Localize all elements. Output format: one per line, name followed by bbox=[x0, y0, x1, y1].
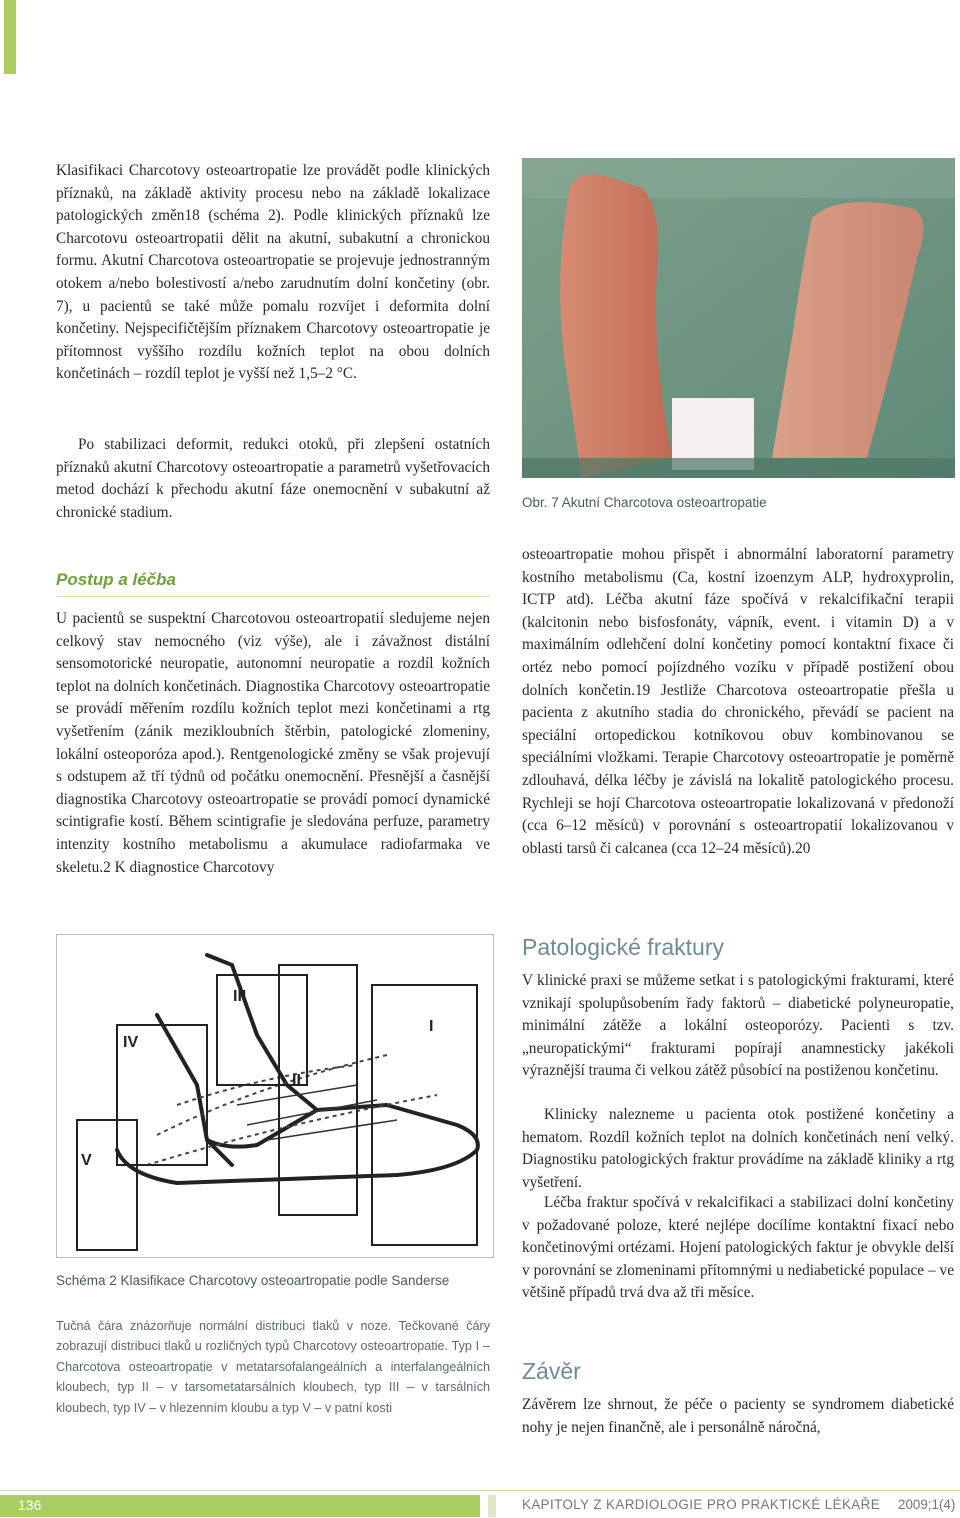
right-paragraph-3: Klinicky nalezneme u pacienta otok postižené končetiny a hematom. Rozdíl kožních teplot na dolních končetinách není velký. Diagnostiku patologických fraktur provádíme na základě kliniky a rtg vyšetření. bbox=[522, 1106, 954, 1191]
zone-box-iii bbox=[217, 975, 307, 1085]
page-number: 136 bbox=[18, 1497, 42, 1513]
footer-rule bbox=[0, 1490, 960, 1491]
zone-box-v bbox=[77, 1120, 137, 1250]
zone-label-iv: IV bbox=[123, 1034, 139, 1051]
left-paragraph-2: Po stabilizaci deformit, redukci otoků, při zlepšení ostatních příznaků akutní Charcotovy osteoartropatie a parametrů vyšetřovacích metod dochází k přechodu akutní fáze onemocnění v subakutní až chronické stadium. bbox=[56, 436, 490, 521]
journal-title: KAPITOLY Z KARDIOLOGIE PRO PRAKTICKÉ LÉKAŘE bbox=[522, 1497, 881, 1512]
top-accent-bar bbox=[4, 0, 16, 74]
zone-label-v: V bbox=[81, 1152, 92, 1169]
sanders-classification-scheme bbox=[56, 934, 494, 1258]
zone-label-iii: III bbox=[233, 988, 247, 1005]
right-paragraph-4: Léčba fraktur spočívá v rekalcifikaci a stabilizaci dolní končetiny v požadované poloze, které nejlépe docílíme kontaktní fixací nebo končetinovými ortézami. Hojení patologických faktur je obvykle delší v porovnání se zlomeninami přítomnými u nediabetické populace – ve většině případů trvá dva až tři měsíce. bbox=[522, 1194, 954, 1302]
right-paragraph-1: osteoartropatie mohou přispět i abnormální laboratorní parametry kostního metabolismu (Ca, kostní izoenzym ALP, hydroxyprolin, ICTP atd). Léčba akutní fáze spočívá v rekalcifikační terapii (kalcitonin nebo bisfosfonáty, vápník, event. i vitamin D) a v maximálním odlehčení dolní končetiny pomocí kontaktní fixace či ortéz nebo pomocí pojízdného vozíku v případě postižení obou dolních končetin.19 Jestliže Charcotova osteoartropatie přešla u pacienta z akutního stadia do chronického, převádí se pacient na speciální ortopedickou kotníkovou obuv kombinovanou se speciálními vložkami. Terapie Charcotovy osteoartropatie je poměrně zdlouhavá, délka léčby je závislá na lokalitě patologického procesu. Rychleji se hojí Charcotova osteoartropatie lokalizovaná v předonoží (cca 6–12 měsíců) v porovnání s osteoartropatií lokalizovanou v oblasti tarsů či calcanea (cca 12–24 měsíců).20 bbox=[522, 546, 954, 857]
section-heading-fraktury: Patologické fraktury bbox=[522, 934, 724, 960]
scheme-caption: Schéma 2 Klasifikace Charcotovy osteoartropatie podle Sanderse bbox=[56, 1273, 450, 1288]
photo-caption: Obr. 7 Akutní Charcotova osteoartropatie bbox=[522, 495, 767, 510]
scheme-note: Tučná čára znázorňuje normální distribuci tlaků v noze. Tečkované čáry zobrazují distribuci tlaků u rozličných typů Charcotovy osteoartropatie. Typ I – Charcotova osteoartropatie v metatarsofalangeálních a interfalangeálních kloubech, typ II – v tarsometatarsálních kloubech, typ III – v tarsálních kloubech, typ IV – v hlezenním kloubu a typ V – v patní kosti bbox=[56, 1319, 490, 1415]
section-heading-zaver: Závěr bbox=[522, 1358, 581, 1384]
zone-label-i: I bbox=[429, 1018, 434, 1035]
journal-issue: 2009;1(4) bbox=[898, 1497, 956, 1512]
section-heading-postup: Postup a léčba bbox=[56, 570, 176, 589]
footer-page-box bbox=[0, 1495, 480, 1517]
zone-label-ii: II bbox=[292, 1072, 301, 1089]
foot-scheme-drawing bbox=[57, 935, 493, 1257]
acute-charcot-photo bbox=[522, 158, 955, 478]
feet-photo-illustration bbox=[522, 158, 955, 478]
left-paragraph-1: Klasifikaci Charcotovy osteoartropatie lze provádět podle klinických příznaků, na základě aktivity procesu nebo na základě lokalizace patologických změn18 (schéma 2). Podle klinických příznaků lze Charcotovu osteoartropatii dělit na akutní, subakutní a chronickou formu. Akutní Charcotova osteoartropatie se projevuje jednostranným otokem a/nebo bolestivostí a/nebo zarudnutím dolní končetiny (obr. 7), u pacientů se také může pomalu rozvíjet i deformita dolní končetiny. Nejspecifičtějším příznakem Charcotovy osteoartropatie je přítomnost vyššího rozdílu kožních teplot na obou dolních končetinách – rozdíl teplot je vyšší než 1,5–2 °C. bbox=[56, 162, 490, 383]
heading-rule bbox=[56, 596, 490, 597]
right-paragraph-5: Závěrem lze shrnout, že péče o pacienty se syndromem diabetické nohy je nejen finančně, ale i personálně náročná, bbox=[522, 1396, 954, 1436]
left-paragraph-3: U pacientů se suspektní Charcotovou osteoartropatií sledujeme nejen celkový stav nemocného (viz výše), ale i závažnost distální sensomotorické neuropatie, autonomní neuropatie a rozdíl kožních teplot na dolních končetinách. Diagnostika Charcotovy osteoartropatie se provádí měřením rozdílu kožních teplot mezi končetinami a rtg vyšetřením (zánik mezikloubních štěrbin, patologické zlomeniny, lokální osteoporóza apod.). Rentgenologické změny se však projevují s odstupem až tří týdnů od počátku onemocnění. Přesnější a časnější diagnostika Charcotovy osteoartropatie se provádí pomocí dynamické scintigrafie kostí. Během scintigrafie je sledována perfuze, parametry intenzity kostního metabolismu a akumulace radiofarmaka ve skeletu.2 K diagnostice Charcotovy bbox=[56, 610, 490, 876]
right-paragraph-2: V klinické praxi se můžeme setkat i s patologickými frakturami, které vznikají spolupůsobením řady faktorů – diabetické polyneuropatie, minimální zátěže a lokální osteoporózy. Pacienti s tzv. „neuropatickými“ frakturami popírají anamnesticky jakékoli výraznější trauma či velkou zátěž působící na postiženou končetinu. bbox=[522, 972, 954, 1080]
footer-divider bbox=[488, 1495, 496, 1517]
